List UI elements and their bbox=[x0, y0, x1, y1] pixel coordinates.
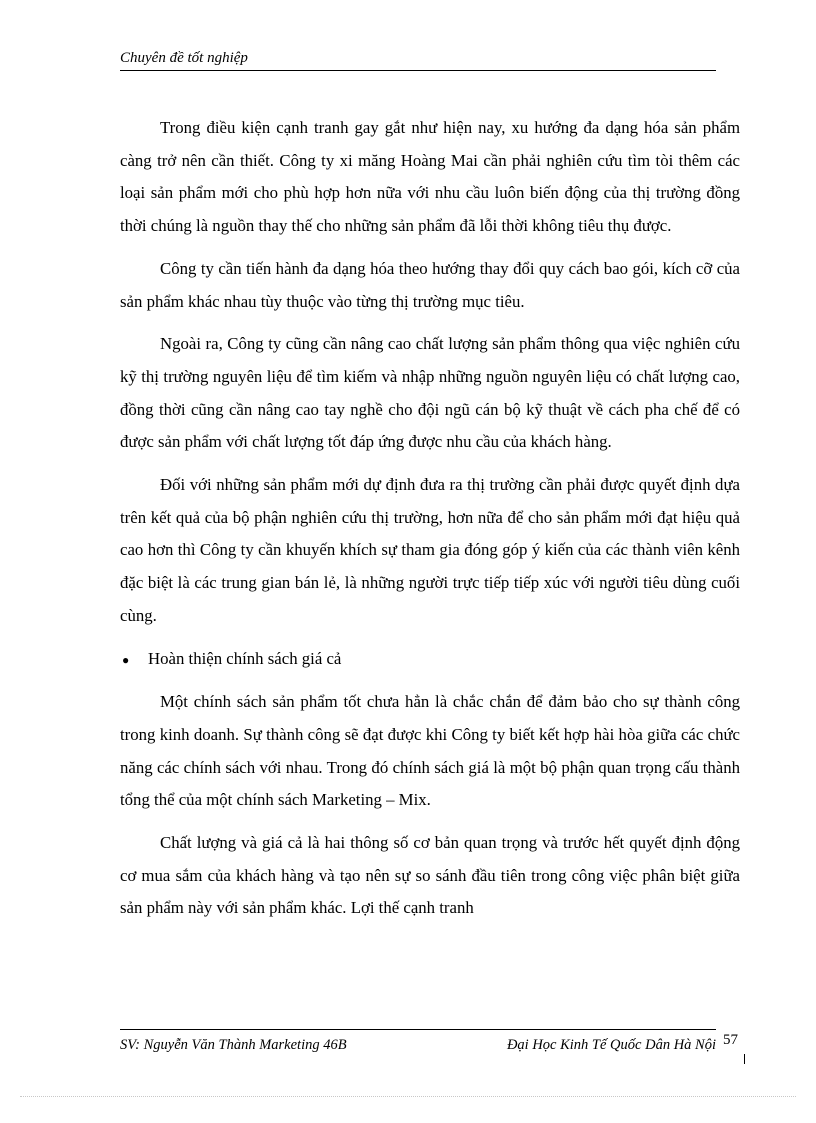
paragraph-packaging: Công ty cần tiến hành đa dạng hóa theo hướng thay đổi quy cách bao gói, kích cỡ của sản phẩm khác nhau tùy thuộc vào từng thị trường mục tiêu. bbox=[120, 258, 740, 311]
paragraph-diversification: Trong điều kiện cạnh tranh gay gắt như hiện nay, xu hướng đa dạng hóa sản phẩm càng trở nên cần thiết. Công ty xi măng Hoàng Mai cần phải nghiên cứu tìm tòi thêm các loại sản phẩm mới cho phù hợp hơn nữa với nhu cầu luôn biến động của thị trường đồng thời chúng là nguồn thay thế cho những sản phẩm đã lỗi thời không tiêu thụ được. bbox=[120, 118, 740, 236]
paragraph-quality: Ngoài ra, Công ty cũng cần nâng cao chất lượng sản phẩm thông qua việc nghiên cứu kỹ thị trường nguyên liệu để tìm kiếm và nhập những nguồn nguyên liệu có chất lượng cao, đồng thời cũng cần nâng cao tay nghề cho đội ngũ cán bộ kỹ thuật về cách pha chế để có được sản phẩm với chất lượng tốt đáp ứng được nhu cầu của khách hàng. bbox=[120, 334, 740, 452]
page-header bbox=[120, 48, 716, 71]
paragraph-quality-price: Chất lượng và giá cả là hai thông số cơ bản quan trọng và trước hết quyết định động cơ mua sắm của khách hàng và tạo nên sự so sánh đầu tiên trong công việc phân biệt giữa sản phẩm này với sản phẩm khác. Lợi thế cạnh tranh bbox=[120, 833, 740, 918]
footer-corner-mark bbox=[744, 1054, 755, 1064]
footer-school: Đại Học Kinh Tế Quốc Dân Hà Nội bbox=[506, 1037, 716, 1053]
bullet-item-pricing bbox=[120, 643, 740, 677]
paragraph-pricing-policy: Một chính sách sản phẩm tốt chưa hẳn là chắc chắn để đảm bảo cho sự thành công trong kinh doanh. Sự thành công sẽ đạt được khi Công ty biết kết hợp hài hòa giữa các chức năng các chính sách với nhau. Trong đó chính sách giá là một bộ phận quan trọng cấu thành tổng thể của một chính sách Marketing – Mix. bbox=[120, 692, 740, 810]
page-footer bbox=[120, 1029, 716, 1060]
header-title: Chuyên đề tốt nghiệp bbox=[120, 50, 248, 66]
footer-student: SV: Nguyễn Văn Thành Marketing 46B bbox=[120, 1037, 347, 1053]
document-body bbox=[120, 112, 740, 935]
paragraph-new-products: Đối với những sản phẩm mới dự định đưa ra thị trường cần phải được quyết định dựa trên kết quả của bộ phận nghiên cứu thị trường, hơn nữa để cho sản phẩm mới đạt hiệu quả cao hơn thì Công ty cần khuyến khích sự tham gia đóng góp ý kiến của các thành viên kênh đặc biệt là các trung gian bán lẻ, là những người trực tiếp tiếp xúc với người tiêu dùng cuối cùng. bbox=[120, 475, 740, 625]
bullet-dot-icon: ● bbox=[122, 652, 130, 667]
page-number: 57 bbox=[723, 1032, 738, 1048]
bullet-label: Hoàn thiện chính sách giá cả bbox=[148, 648, 342, 668]
page-bottom-divider bbox=[20, 1096, 796, 1097]
